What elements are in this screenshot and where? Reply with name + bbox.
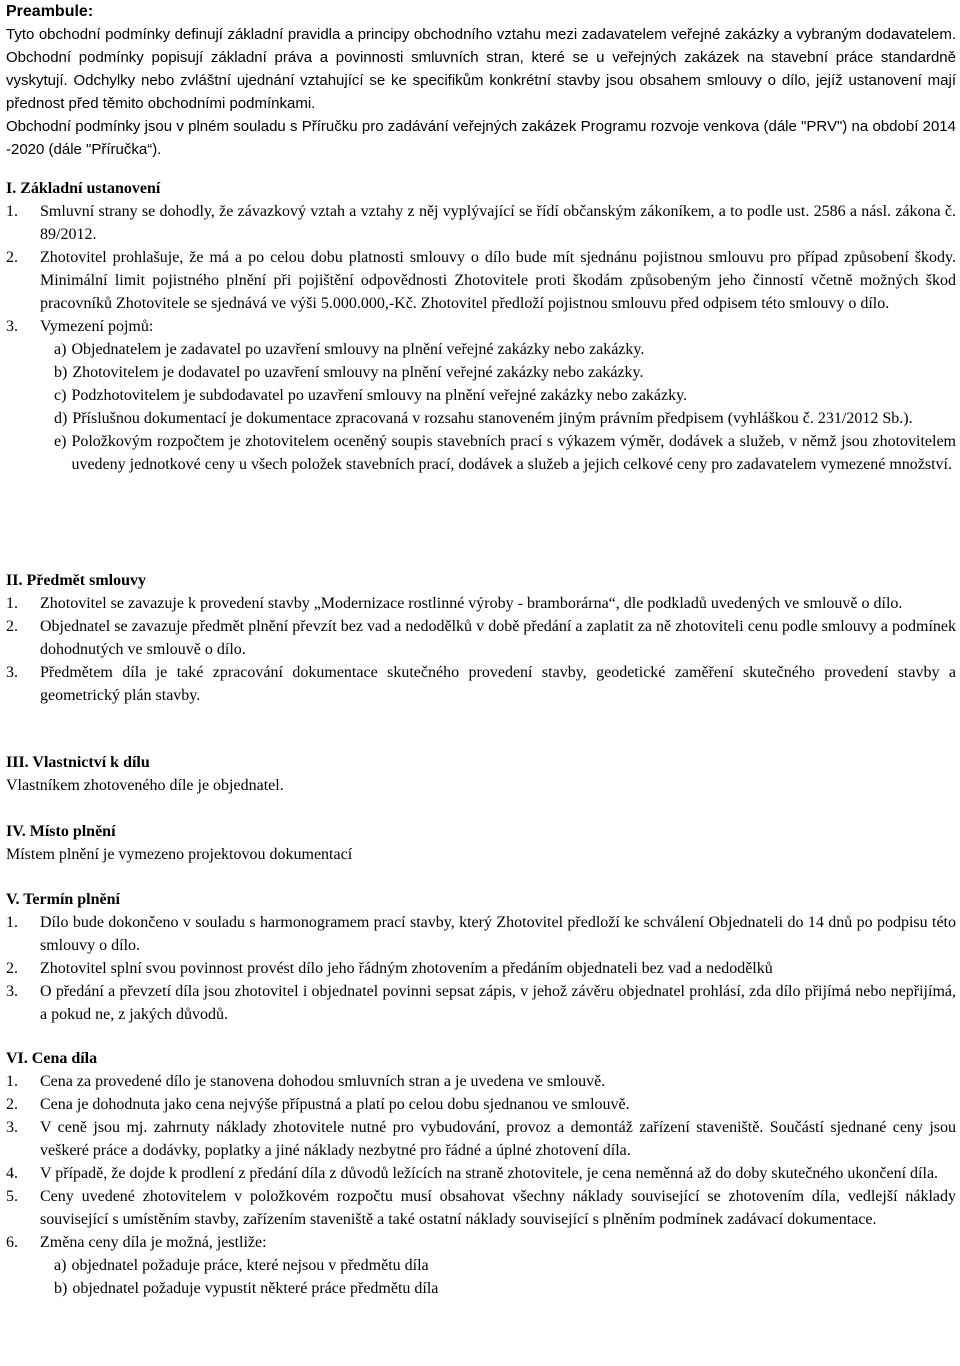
item-text: Vymezení pojmů: — [40, 318, 154, 335]
sub-item-letter: a) — [54, 341, 67, 358]
list-item — [6, 246, 956, 315]
preamble-heading: Preambule: — [6, 3, 94, 20]
item-number: 5. — [6, 1188, 18, 1205]
sub-item-letter: e) — [54, 433, 67, 450]
preamble-section — [6, 0, 956, 161]
sub-item-letter: b) — [54, 364, 68, 381]
sub-item-letter: a) — [54, 1257, 67, 1274]
item-number: 2. — [6, 960, 18, 977]
item-text: Objednatel se zavazuje předmět plnění převzít bez vad a nedodělků v době předání a zaplatit za ně zhotoviteli cenu podle smlouvy a podmínek dohodnutých ve smlouvě o dílo. — [40, 618, 956, 658]
item-number: 6. — [6, 1234, 18, 1251]
item-number: 2. — [6, 249, 18, 266]
item-number: 3. — [6, 1119, 18, 1136]
section-heading: VI. Cena díla — [6, 1050, 98, 1067]
preamble-text-2: Obchodní podmínky jsou v plném souladu s Příručku pro zadávání veřejných zakázek Programu rozvoje venkova (dále "PRV") na období 2014 -2020 (dále "Příručka“). — [6, 118, 956, 158]
item-text: V ceně jsou mj. zahrnuty náklady zhotovitele nutné pro vybudování, provoz a demontáž zařízení staveniště. Součástí sjednané ceny jsou veškeré práce a dodávky, poplatky a jiné náklady nezbytné pro řádné a úplné zhotovení díla. — [40, 1119, 956, 1159]
section-ownership — [6, 751, 956, 797]
list-item — [6, 1185, 956, 1231]
list-item — [6, 661, 956, 707]
sub-item-letter: c) — [54, 387, 67, 404]
item-text: Změna ceny díla je možná, jestliže: — [40, 1234, 267, 1251]
sub-item — [54, 384, 956, 407]
list-item — [6, 1070, 956, 1093]
item-number: 1. — [6, 203, 18, 220]
item-text: O předání a převzetí díla jsou zhotovitel i objednatel povinni sepsat zápis, v jehož závěru objednatel prohlásí, zda dílo přijímá nebo nepřijímá, a pokud ne, z jakých důvodů. — [40, 983, 956, 1023]
list-item — [6, 592, 956, 615]
item-text: Cena za provedené dílo je stanovena dohodou smluvních stran a je uvedena ve smlouvě. — [40, 1073, 606, 1090]
list-item — [6, 1162, 956, 1185]
item-number: 2. — [6, 1096, 18, 1113]
section-text: Místem plnění je vymezeno projektovou dokumentací — [6, 846, 353, 863]
item-number: 3. — [6, 318, 18, 335]
sub-item-letter: d) — [54, 410, 68, 427]
section-heading: II. Předmět smlouvy — [6, 572, 146, 589]
item-text: Zhotovitel splní svou povinnost provést dílo jeho řádným zhotovením a předáním objednateli bez vad a nedodělků — [40, 960, 773, 977]
section-basic-provisions — [6, 177, 956, 476]
item-number: 4. — [6, 1165, 18, 1182]
list-item — [6, 1116, 956, 1162]
preamble-text: Tyto obchodní podmínky definují základní pravidla a principy obchodního vztahu mezi zadavatelem veřejné zakázky a vybraným dodavatelem. Obchodní podmínky popisují základní práva a povinnosti smluvních stran, které se u veřejných zakázek na stavební práce standardně vyskytují. Odchylky nebo zvláštní ujednání vztahující se ke specifikům konkrétní stavby jsou obsahem smlouvy o dílo, jejíž ustanovení mají přednost před těmito obchodními podmínkami. — [6, 26, 956, 112]
section-text: Vlastníkem zhotoveného díle je objednatel. — [6, 777, 284, 794]
section-subject-of-contract — [6, 569, 956, 707]
item-text: Zhotovitel se zavazuje k provedení stavby „Modernizace rostlinné výroby - bramborárna“, dle podkladů uvedených ve smlouvě o dílo. — [40, 595, 903, 612]
sub-item-text: Zhotovitelem je dodavatel po uzavření smlouvy na plnění veřejné zakázky nebo zakázky. — [72, 364, 644, 381]
section-heading: IV. Místo plnění — [6, 823, 116, 840]
section-heading: III. Vlastnictví k dílu — [6, 754, 150, 771]
item-text: Smluvní strany se dohodly, že závazkový vztah a vztahy z něj vyplývající se řídí občanským zákoníkem, a to podle ust. 2586 a násl. zákona č. 89/2012. — [40, 203, 956, 243]
section-heading: V. Termín plnění — [6, 891, 120, 908]
sub-item — [54, 1254, 956, 1277]
item-text: V případě, že dojde k prodlení z předání díla z důvodů ležících na straně zhotovitele, je cena neměnná až do doby skutečného ukončení díla. — [40, 1165, 939, 1182]
section-price — [6, 1047, 956, 1300]
item-number: 3. — [6, 664, 18, 681]
item-text: Ceny uvedené zhotovitelem v položkovém rozpočtu musí obsahovat všechny náklady související se zhotovením díla, vedlejší náklady související s umístěním stavby, zařízením staveniště a také ostatní náklady související s plněním podmínek zadávací dokumentace. — [40, 1188, 956, 1228]
sub-item — [54, 361, 956, 384]
list-item — [6, 980, 956, 1026]
list-item — [6, 615, 956, 661]
item-number: 1. — [6, 595, 18, 612]
sub-item-text: Objednatelem je zadavatel po uzavření smlouvy na plnění veřejné zakázky nebo zakázky. — [71, 341, 645, 358]
sub-item — [54, 1277, 956, 1300]
item-text: Zhotovitel prohlašuje, že má a po celou dobu platnosti smlouvy o dílo bude mít sjednánu pojistnou smlouvu pro případ způsobení škody. Minimální limit pojistného plnění při pojištění odpovědnosti Zhotovitele proti škodám způsobeným jeho činností včetně možných škod pracovníků Zhotovitele se sjednává ve výši 5.000.000,-Kč. Zhotovitel předloží pojistnou smlouvu před odpisem této smlouvy o dílo. — [40, 249, 956, 312]
list-item — [6, 200, 956, 246]
item-number: 2. — [6, 618, 18, 635]
item-number: 3. — [6, 983, 18, 1000]
item-text: Cena je dohodnuta jako cena nejvýše přípustná a platí po celou dobu sjednanou ve smlouvě. — [40, 1096, 630, 1113]
item-text: Předmětem díla je také zpracování dokumentace skutečného provedení stavby, geodetické zaměření skutečného provedení stavby a geometrický plán stavby. — [40, 664, 956, 704]
sub-item — [54, 407, 956, 430]
sub-item — [54, 430, 956, 476]
list-item — [6, 1231, 956, 1254]
sub-item-text: objednatel požaduje vypustit některé práce předmětu díla — [72, 1280, 439, 1297]
section-place-of-performance — [6, 820, 956, 866]
list-item — [6, 1093, 956, 1116]
sub-item-text: Položkovým rozpočtem je zhotovitelem oceněný soupis stavebních prací s výkazem výměr, dodávek a služeb, v němž jsou zhotovitelem uvedeny jednotkové ceny u všech položek stavebních prací, dodávek a služeb a jejich celkové ceny pro zadavatelem vymezené množství. — [71, 433, 956, 473]
item-number: 1. — [6, 914, 18, 931]
list-item — [6, 315, 956, 338]
sub-item-letter: b) — [54, 1280, 68, 1297]
sub-item-text: Příslušnou dokumentací je dokumentace zpracovaná v rozsahu stanoveném jiným právním předpisem (vyhláškou č. 231/2012 Sb.). — [72, 410, 913, 427]
sub-item — [54, 338, 956, 361]
list-item — [6, 911, 956, 957]
item-number: 1. — [6, 1073, 18, 1090]
sub-item-text: objednatel požaduje práce, které nejsou v předmětu díla — [71, 1257, 429, 1274]
sub-item-text: Podzhotovitelem je subdodavatel po uzavření smlouvy na plnění veřejné zakázky nebo zakázky. — [71, 387, 688, 404]
list-item — [6, 957, 956, 980]
item-text: Dílo bude dokončeno v souladu s harmonogramem prací stavby, který Zhotovitel předloží ke schválení Objednateli do 14 dnů po podpisu této smlouvy o dílo. — [40, 914, 956, 954]
section-deadline — [6, 888, 956, 1026]
section-heading: I. Základní ustanovení — [6, 180, 161, 197]
